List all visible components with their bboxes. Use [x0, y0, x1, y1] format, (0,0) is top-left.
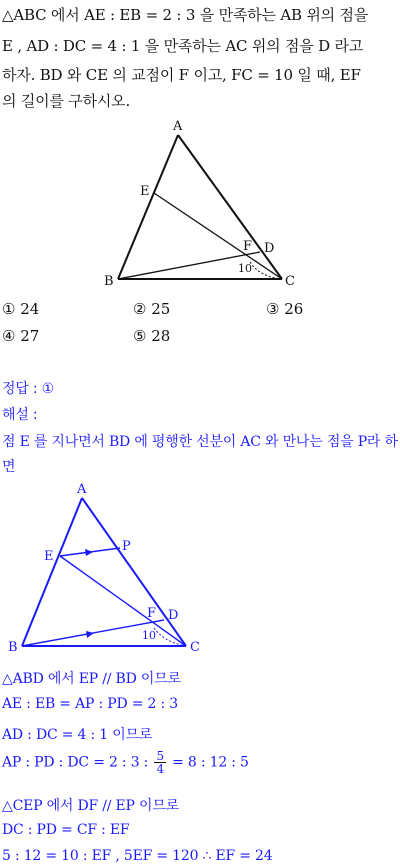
solution-heading: 해설 :: [2, 407, 38, 423]
label-f: F: [243, 239, 253, 254]
fraction-numerator: 5: [156, 749, 164, 763]
solution-intro-2: 면: [2, 459, 16, 475]
side-ab: [118, 135, 178, 279]
solution-figure: [2, 478, 212, 656]
solution-step-4: [2, 750, 398, 775]
step-4-left: AP : PD : DC = 2 : 3 :: [2, 754, 153, 771]
segment-ec: [60, 556, 186, 646]
problem-line-1: △ABC 에서 AE : EB = 2 : 3 을 만족하는 AB 위의 점을: [2, 6, 369, 24]
label-c: C: [285, 274, 295, 289]
choice-2[interactable]: ② 25: [133, 300, 171, 318]
choice-3[interactable]: ③ 26: [266, 300, 304, 318]
problem-line-3: 하자. BD 와 CE 의 교점이 F 이고, FC = 10 일 때, EF: [2, 66, 361, 84]
solution-step-7: 5 : 12 = 10 : EF , 5EF = 120 ∴ EF = 24: [2, 848, 273, 864]
label-ten: 10: [238, 262, 252, 275]
side-ac: [82, 498, 186, 646]
choice-1[interactable]: ① 24: [2, 300, 40, 318]
label-b: B: [104, 274, 114, 289]
choice-5[interactable]: ⑤ 28: [133, 327, 171, 345]
label-a: A: [77, 482, 87, 497]
choice-4[interactable]: ④ 27: [2, 327, 40, 345]
solution-step-3: AD : DC = 4 : 1 이므로: [2, 727, 153, 743]
arrow-ep: [85, 549, 93, 556]
label-b: B: [8, 640, 18, 655]
answer-label: 정답 : ①: [2, 381, 55, 397]
label-e: E: [140, 184, 150, 199]
label-c: C: [190, 640, 200, 655]
problem-line-2: E , AD : DC = 4 : 1 을 만족하는 AC 위의 점을 D 라고: [2, 37, 364, 55]
fraction-5-over-4: [154, 750, 165, 775]
side-ab: [22, 498, 82, 646]
solution-step-6: DC : PD = CF : EF: [2, 822, 130, 838]
label-d: D: [168, 608, 179, 623]
parallel-arrows: [85, 549, 94, 638]
problem-line-4: 의 길이를 구하시오.: [2, 92, 131, 110]
segment-ec: [154, 193, 282, 279]
label-a: A: [173, 119, 183, 134]
step-4-right: = 8 : 12 : 5: [167, 754, 249, 771]
solution-step-2: AE : EB = AP : PD = 2 : 3: [2, 696, 178, 712]
label-f: F: [147, 606, 157, 621]
solution-step-5: △CEP 에서 DF ∕∕ EP 이므로: [2, 798, 180, 814]
label-ten: 10: [142, 629, 156, 642]
problem-figure: [100, 115, 310, 295]
fraction-denominator: 4: [156, 762, 164, 776]
arrow-bd: [86, 631, 94, 638]
label-e: E: [44, 549, 54, 564]
solution-intro-1: 점 E 를 지나면서 BD 에 평행한 선분이 AC 와 만나는 점을 P라 하: [2, 434, 398, 450]
solution-step-1: △ABD 에서 EP ∕∕ BD 이므로: [2, 671, 181, 687]
label-d: D: [264, 241, 275, 256]
label-p: P: [122, 539, 131, 554]
